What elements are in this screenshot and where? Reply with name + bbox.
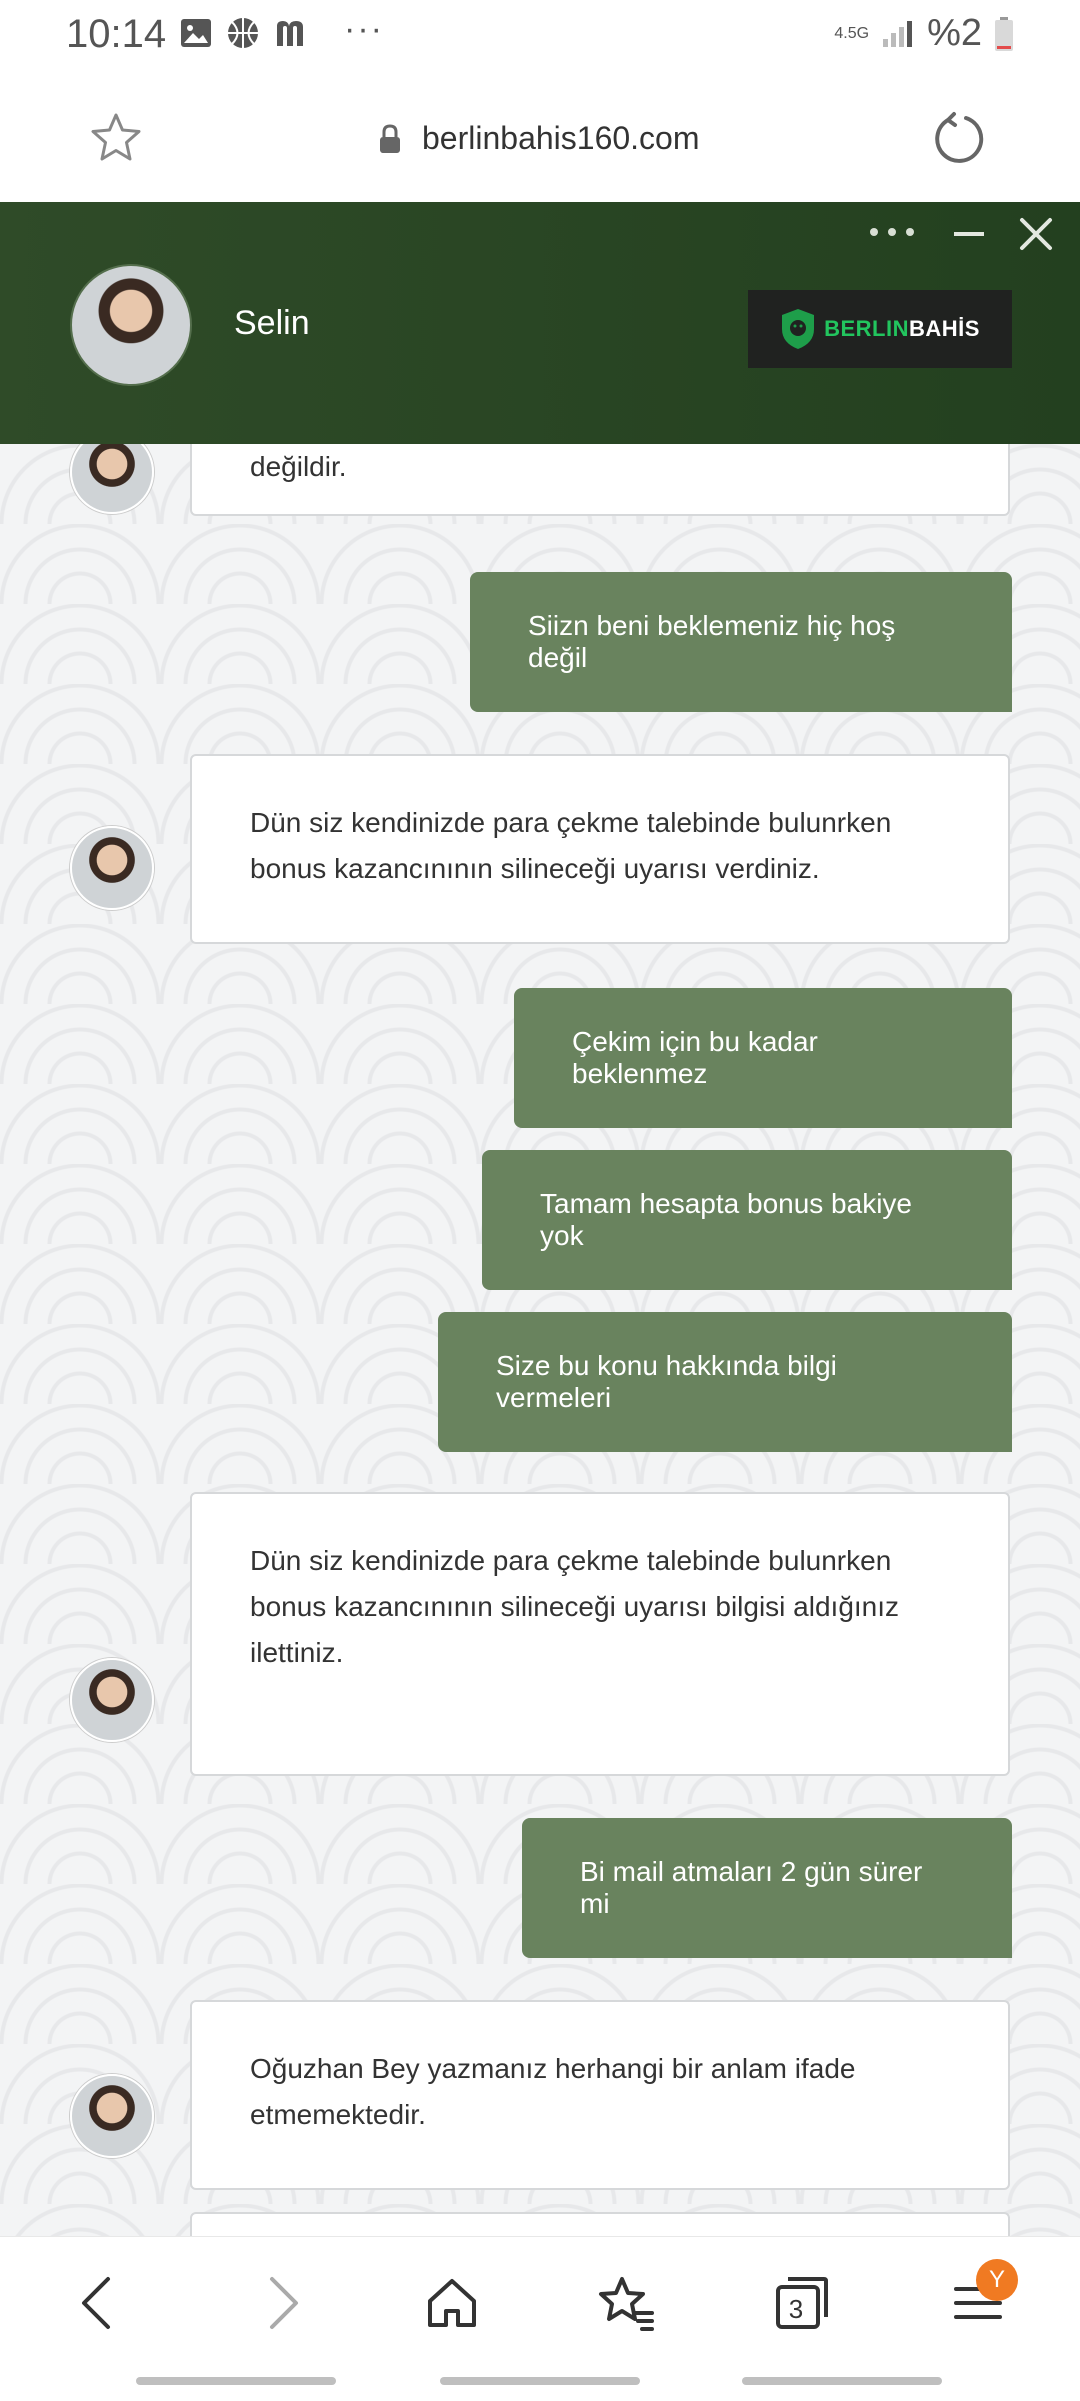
status-time: 10:14 xyxy=(66,12,167,56)
status-right xyxy=(834,12,1014,55)
user-message: Çekim için bu kadar beklenmez xyxy=(514,988,1012,1128)
browser-bottom-nav xyxy=(0,2236,1080,2401)
forward-icon[interactable] xyxy=(250,2273,310,2333)
agent-message: Dün siz kendinizde para çekme talebinde bulunrken bonus kazancınının silineceği uyarısı bilgisi aldığınız ilettiniz. xyxy=(190,1492,1010,1776)
more-options-icon[interactable] xyxy=(868,220,916,244)
agent-message: Oğuzhan Bey yazmanız herhangi bir anlam ifade etmemektedir. xyxy=(190,2000,1010,2190)
m-app-icon xyxy=(274,18,312,48)
reload-icon[interactable] xyxy=(932,110,988,166)
tabs-button[interactable] xyxy=(772,2273,832,2333)
gallery-icon xyxy=(180,18,212,48)
lock-icon xyxy=(378,123,402,155)
logo-text: BERLINBAHİS xyxy=(824,316,980,341)
lion-shield-icon xyxy=(780,307,816,351)
user-message: Size bu konu hakkında bilgi vermeleri xyxy=(438,1312,1012,1452)
agent-message-avatar xyxy=(70,1658,154,1742)
agent-message-avatar xyxy=(70,2074,154,2158)
agent-message-avatar xyxy=(70,444,154,514)
bookmarks-icon[interactable] xyxy=(596,2273,656,2333)
user-message: Siizn beni beklemeniz hiç hoş değil xyxy=(470,572,1012,712)
gesture-bar xyxy=(136,2377,336,2385)
url-field[interactable] xyxy=(378,120,700,157)
signal-icon xyxy=(881,19,915,49)
chat-header xyxy=(0,202,1080,444)
network-type: 4.5G xyxy=(834,24,870,42)
gesture-bar xyxy=(440,2377,640,2385)
chat-messages[interactable] xyxy=(0,444,1080,2236)
agent-message: değildir. xyxy=(190,444,1010,516)
agent-message-avatar xyxy=(70,826,154,910)
agent-message-partial xyxy=(190,2212,1010,2236)
agent-name: Selin xyxy=(234,304,310,342)
back-icon[interactable] xyxy=(70,2273,130,2333)
battery-low-icon xyxy=(994,16,1014,52)
home-icon[interactable] xyxy=(422,2273,482,2333)
close-icon[interactable] xyxy=(1018,216,1054,252)
menu-badge: Y xyxy=(976,2259,1018,2301)
url-text: berlinbahis160.com xyxy=(422,120,700,156)
battery-percent: %2 xyxy=(927,12,982,54)
user-message: Tamam hesapta bonus bakiye yok xyxy=(482,1150,1012,1290)
browser-address-bar xyxy=(0,72,1080,202)
agent-message: Dün siz kendinizde para çekme talebinde bulunrken bonus kazancınının silineceği uyarısı verdiniz. xyxy=(190,754,1010,944)
brand-logo xyxy=(748,290,1012,368)
status-more-icon: ··· xyxy=(344,10,384,48)
minimize-icon[interactable] xyxy=(952,222,986,246)
status-bar xyxy=(0,0,1080,72)
basketball-icon xyxy=(226,16,260,50)
gesture-bar xyxy=(742,2377,942,2385)
bookmark-star-icon[interactable] xyxy=(88,110,144,166)
tabs-count: 3 xyxy=(788,2293,804,2324)
notification-icons xyxy=(180,16,312,50)
user-message: Bi mail atmaları 2 gün sürer mi xyxy=(522,1818,1012,1958)
agent-avatar xyxy=(70,264,192,386)
